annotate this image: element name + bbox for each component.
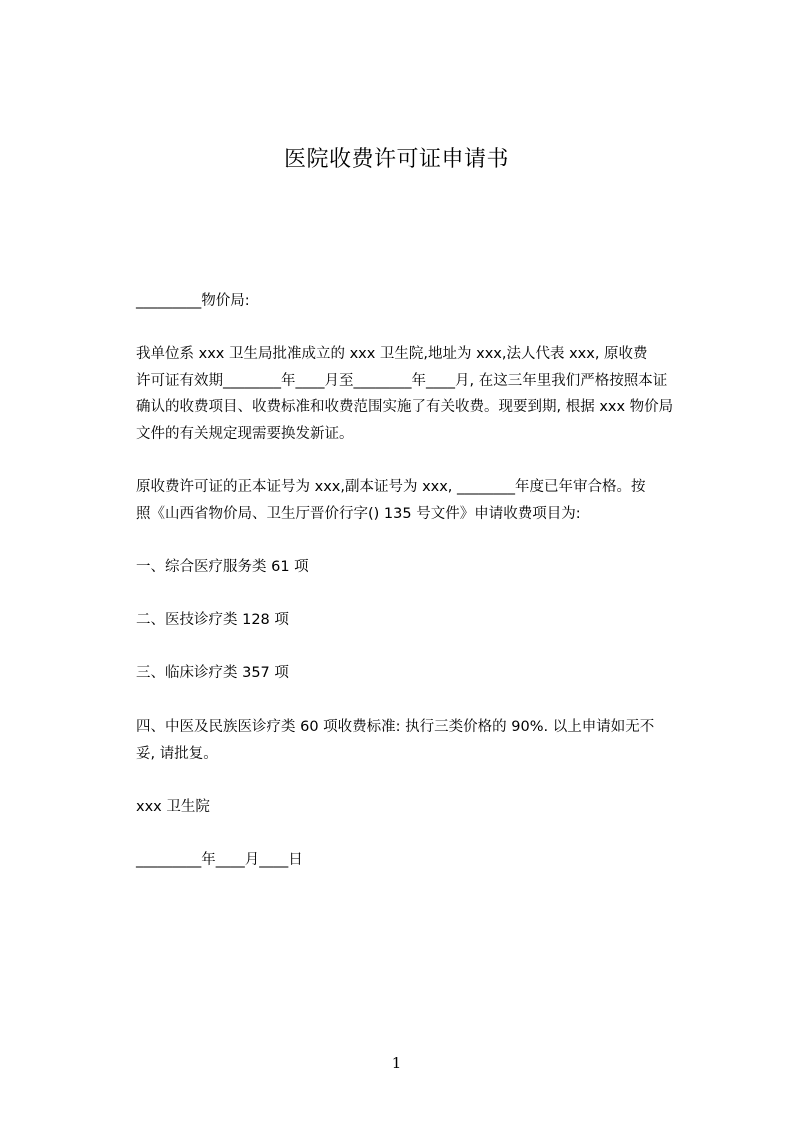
paragraph-2-line-1: 原收费许可证的正本证号为 xxx,副本证号为 xxx, ________年度已年审合格。按 — [136, 479, 646, 495]
date-line: _________年____月____日 — [136, 852, 303, 868]
paragraph-3-line-1: 四、中医及民族医诊疗类 60 项收费标准: 执行三类价格的 90%. 以上申请如无不 — [136, 719, 655, 735]
document-title: 医院收费许可证申请书 — [283, 147, 509, 172]
paragraph-3-line-2: 妥, 请批复。 — [136, 745, 218, 762]
paragraph-1-line-3: 确认的收费项目、收费标准和收费范围实施了有关收费。现要到期, 根据 xxx 物价局 — [136, 399, 674, 415]
list-item-2: 二、医技诊疗类 128 项 — [136, 612, 289, 628]
salutation: _________物价局: — [136, 293, 250, 309]
paragraph-1 — [136, 341, 711, 447]
paragraph-2 — [136, 474, 711, 527]
paragraph-1-line-4: 文件的有关规定现需要换发新证。 — [136, 425, 354, 442]
paragraph-3 — [136, 714, 711, 767]
paragraph-1-line-1: 我单位系 xxx 卫生局批准成立的 xxx 卫生院,地址为 xxx,法人代表 xxx, 原收费 — [136, 346, 648, 362]
list-item-3: 三、临床诊疗类 357 项 — [136, 665, 289, 681]
page-number: 1 — [391, 1054, 402, 1072]
paragraph-2-line-2: 照《山西省物价局、卫生厅晋价行字() 135 号文件》申请收费项目为: — [136, 505, 581, 522]
signer: xxx 卫生院 — [136, 799, 210, 815]
list-item-1: 一、综合医疗服务类 61 项 — [136, 559, 309, 575]
paragraph-1-line-2: 许可证有效期________年____月至________年____月, 在这三年里我们严格按照本证 — [136, 372, 668, 389]
